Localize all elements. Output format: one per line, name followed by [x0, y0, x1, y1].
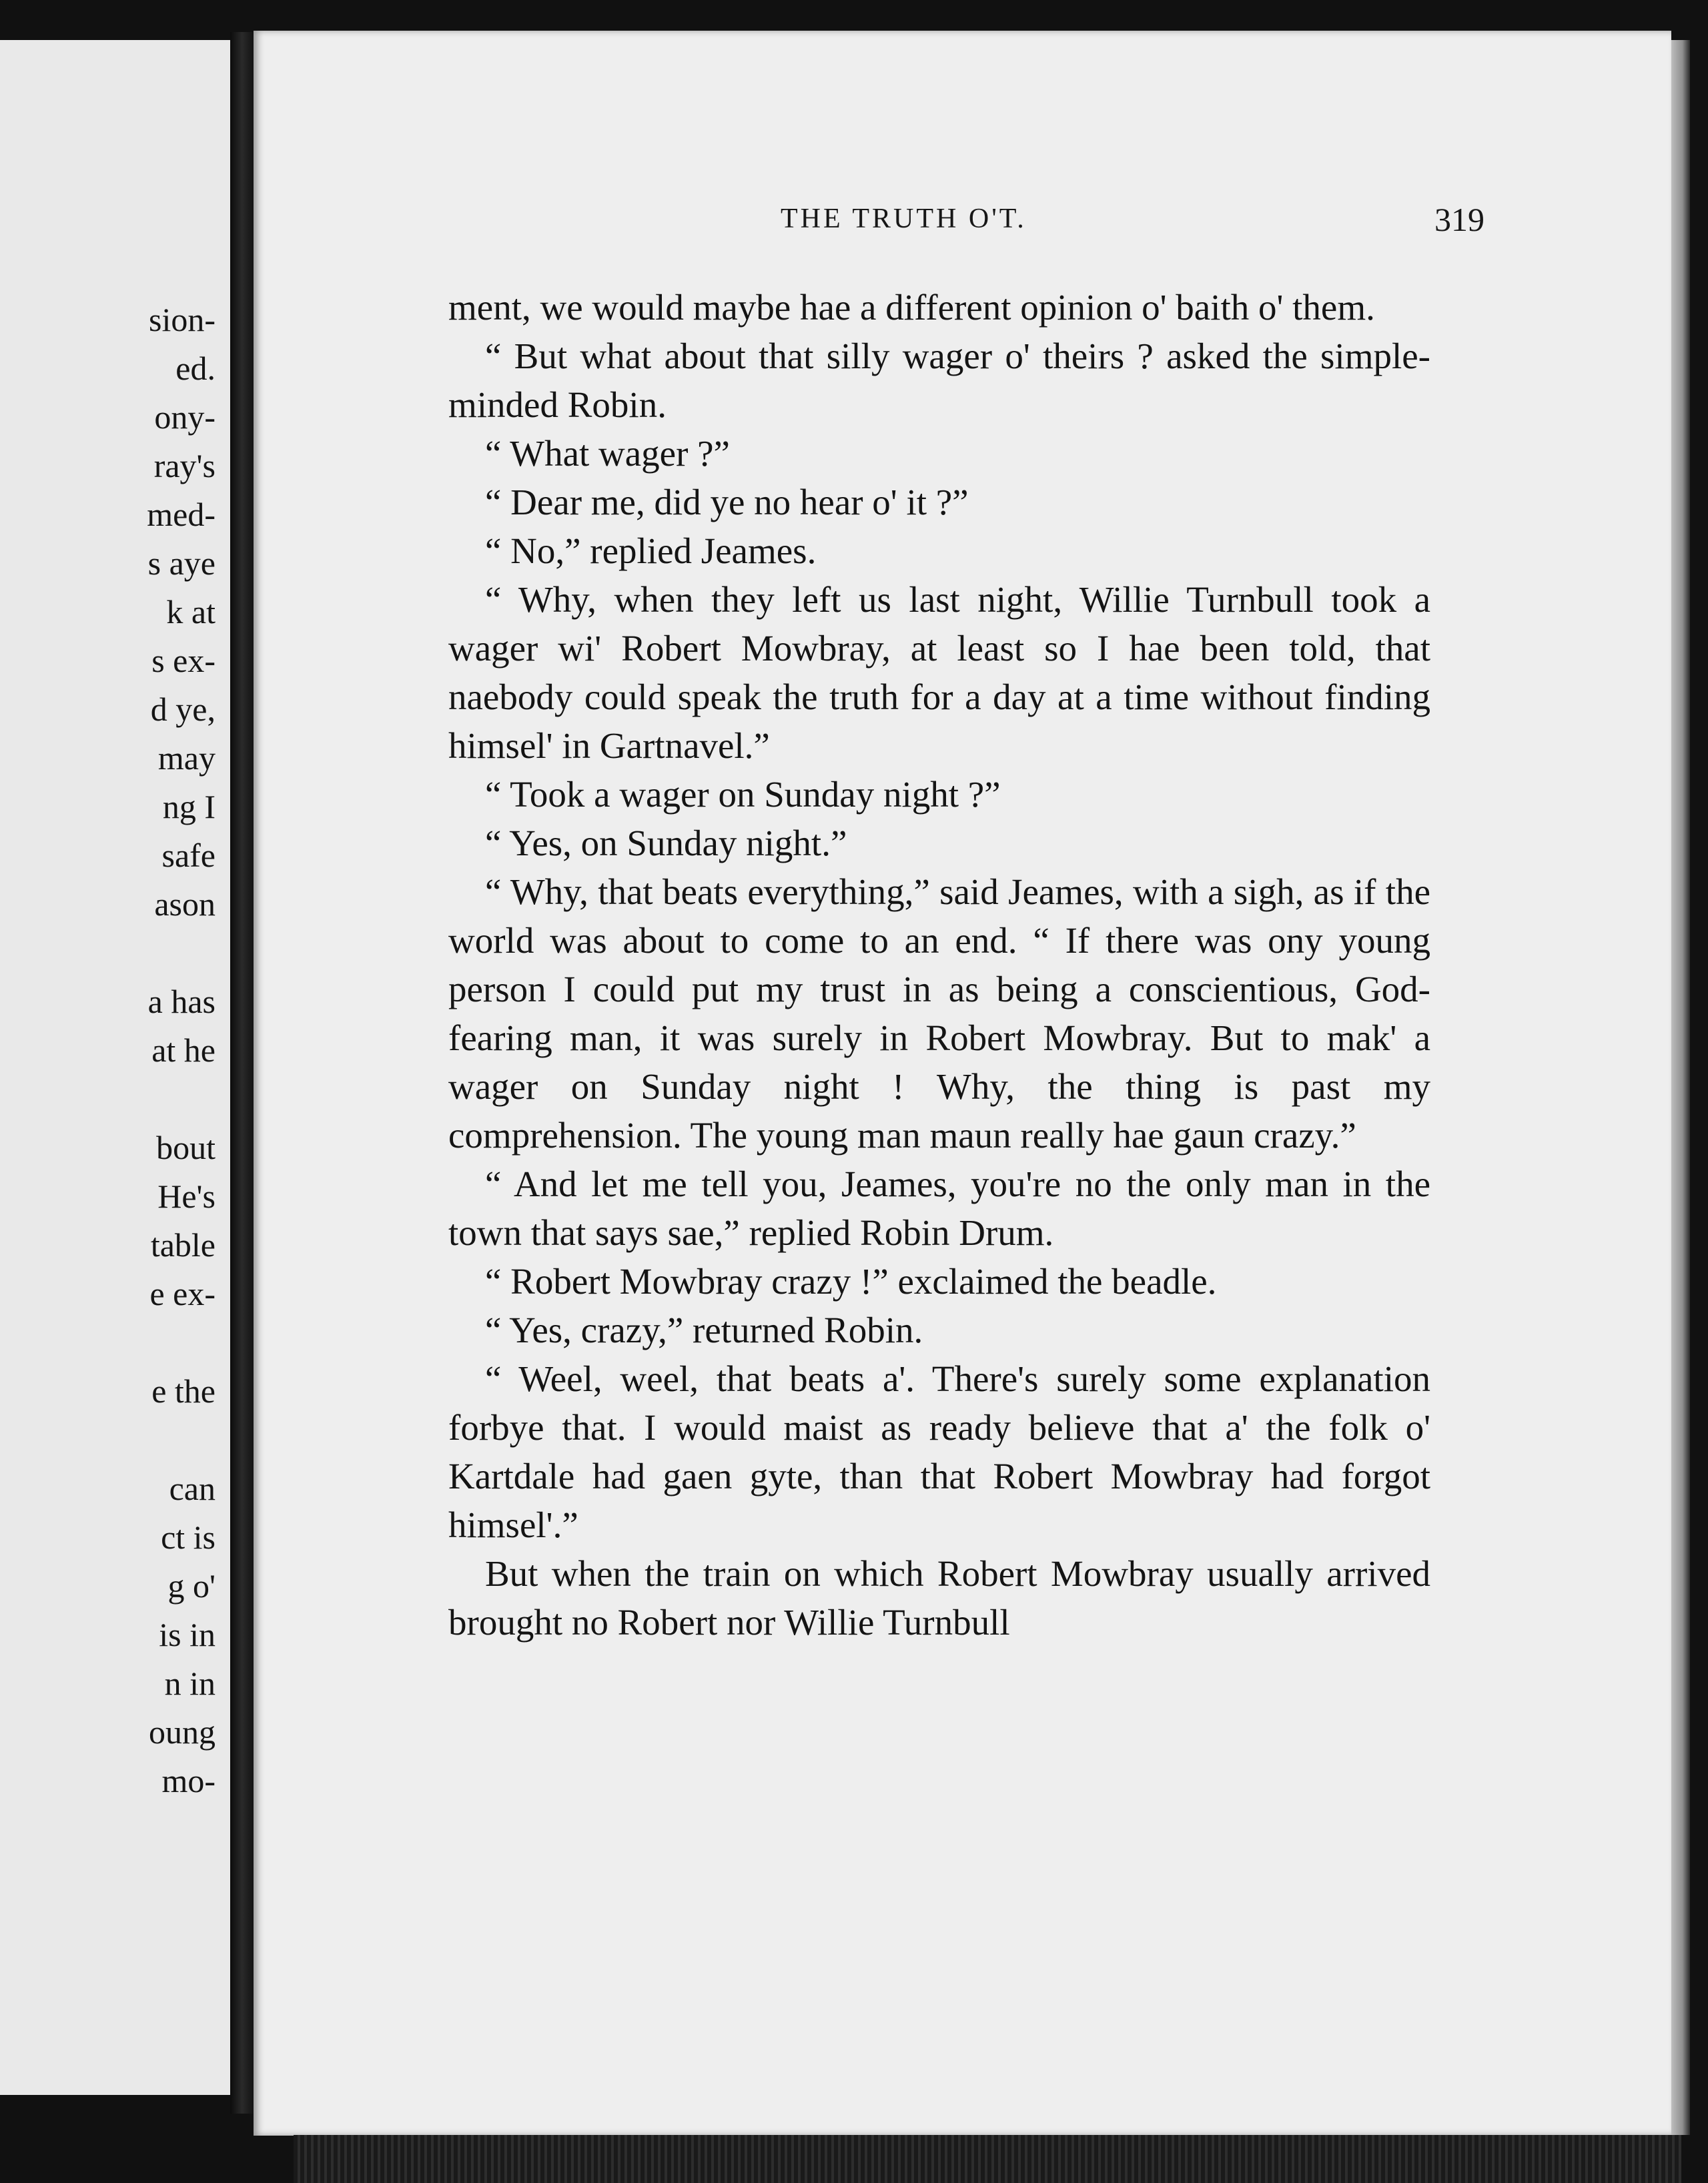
- left-page-fragment: e ex-: [149, 1275, 216, 1312]
- book-gutter: [230, 32, 257, 2114]
- left-page-fragment: can: [169, 1470, 216, 1507]
- left-page-fragment: oung: [149, 1713, 216, 1751]
- paragraph: “ Dear me, did ye no hear o' it ?”: [485, 482, 969, 522]
- left-page-fragment: table: [150, 1226, 216, 1264]
- left-page-fragment: g o': [167, 1567, 216, 1605]
- paragraph: “ No,” replied Jeames.: [485, 530, 817, 571]
- left-page-fragment: is in: [159, 1616, 216, 1653]
- running-head: [254, 203, 1671, 250]
- left-page-fragment: may: [157, 739, 216, 777]
- left-page-fragment: sion-: [149, 301, 216, 338]
- left-page-fragment: safe: [161, 837, 216, 874]
- left-page-fragment: e the: [151, 1372, 216, 1410]
- paragraph: “ Robert Mowbray crazy !” exclaimed the beadle.: [485, 1261, 1217, 1302]
- paragraph-continuation: ment, we would maybe hae a different opinion o' baith o' them.: [448, 287, 1375, 328]
- page-number: 319: [1434, 201, 1484, 238]
- left-page-fragment: n in: [164, 1665, 216, 1702]
- left-page-fragment: s ex-: [151, 642, 216, 679]
- book-cover-edge: [294, 2135, 1681, 2183]
- left-page-fragment: bout: [156, 1129, 216, 1166]
- left-page-fragment: He's: [157, 1178, 216, 1215]
- paragraph: “ Weel, weel, that beats a'. There's surely some explanation forbye that. I would maist as ready believe that a' the folk o' Kartdale had gaen gyte, than that Robert Mowbray had forgot himsel'.”: [448, 1358, 1430, 1545]
- left-page-text-fragments: [0, 40, 230, 2095]
- left-page-fragment: ason: [154, 885, 216, 923]
- left-page-fragment: at he: [151, 1031, 216, 1069]
- left-page-fragment: ng I: [162, 788, 216, 825]
- paragraph: “ Why, when they left us last night, Willie Turnbull took a wager wi' Robert Mowbray, at least so I hae been told, that naebody could speak the truth for a day at a time without finding himsel' in Gartnavel.”: [448, 579, 1430, 766]
- paragraph: “ Why, that beats everything,” said Jeames, with a sigh, as if the world was about to come to an end. “ If there was ony young person I could put my trust in as being a conscientious, God-fearing man, it was surely in Robert Mowbray. But to mak' a wager on Sunday night ! Why, the thing is past my comprehension. The young man maun really hae gaun crazy.”: [448, 871, 1430, 1156]
- paragraph: “ But what about that silly wager o' theirs ? asked the simple-minded Robin.: [448, 336, 1430, 425]
- page-edge: [1671, 40, 1690, 2135]
- page-text-body: [448, 283, 1430, 1647]
- left-page-fragment: a has: [147, 983, 216, 1020]
- paragraph: “ Yes, on Sunday night.”: [485, 823, 847, 863]
- paragraph: “ What wager ?”: [485, 433, 730, 474]
- left-page-fragment: med-: [147, 496, 216, 533]
- left-page-fragment: ony-: [154, 398, 216, 436]
- left-page-fragment: ed.: [175, 350, 216, 387]
- paragraph: But when the train on which Robert Mowbray usually arrived brought no Robert nor Willie Turnbull: [448, 1553, 1430, 1643]
- left-page-fragment: k at: [166, 593, 216, 630]
- paragraph: “ Took a wager on Sunday night ?”: [485, 774, 1001, 815]
- right-page: [254, 31, 1671, 2136]
- left-page-fragment: s aye: [147, 544, 216, 582]
- left-page-fragment: ray's: [153, 447, 216, 484]
- paragraph: “ And let me tell you, Jeames, you're no the only man in the town that says sae,” replied Robin Drum.: [448, 1164, 1430, 1253]
- paragraph: “ Yes, crazy,” returned Robin.: [485, 1310, 923, 1350]
- left-page: [0, 40, 230, 2095]
- left-page-fragment: mo-: [161, 1762, 216, 1799]
- running-head-title: THE TRUTH O'T.: [781, 203, 1027, 234]
- left-page-fragment: ct is: [161, 1518, 216, 1556]
- left-page-fragment: d ye,: [150, 691, 216, 728]
